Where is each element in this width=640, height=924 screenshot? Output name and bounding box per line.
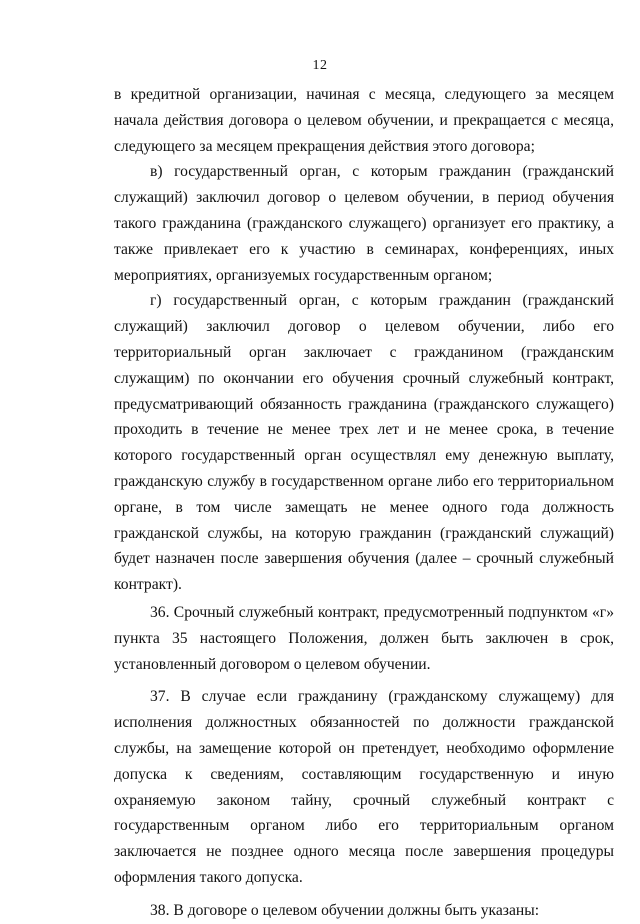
paragraph-subitem-g: г) государственный орган, с которым гражданин (гражданский служащий) заключил договор о целевом обучении, либо его территориальный орган заключает с гражданином (гражданским служащим) по окончании его обучения срочный служебный контракт, предусматривающий обязанность гражданина (гражданского служащего) проходить в течение не менее трех лет и не менее срока, в течение которого государственный орган осуществлял ему денежную выплату, гражданскую службу в государственном органе либо его территориальном органе, в том числе замещать не менее одного года должность гражданской службы, на которую гражданин (гражданский служащий) будет назначен после завершения обучения (далее – срочный служебный контракт).: [114, 292, 614, 594]
paragraph-38: 38. В договоре о целевом обучении должны быть указаны:: [150, 901, 540, 919]
document-body: [114, 82, 614, 924]
paragraph-37: 37. В случае если гражданину (гражданскому служащему) для исполнения должностных обязанностей по должности гражданской службы, на замещение которой он претендует, необходимо оформление допуска к сведениям, составляющим государственную и иную охраняемую законом тайну, срочный служебный контракт с государственным органом либо его территориальным органом заключается не позднее одного месяца после завершения процедуры оформления такого допуска.: [114, 688, 614, 886]
paragraph-36: 36. Срочный служебный контракт, предусмотренный подпунктом «г» пункта 35 настоящего Положения, должен быть заключен в срок, установленный договором о целевом обучении.: [114, 603, 614, 673]
page-number: 12: [312, 58, 328, 73]
paragraph-continuation: в кредитной организации, начиная с месяца, следующего за месяцем начала действия договора о целевом обучении, и прекращается с месяца, следующего за месяцем прекращения действия этого договора;: [114, 86, 614, 155]
paragraph-subitem-v: в) государственный орган, с которым гражданин (гражданский служащий) заключил договор о целевом обучении, в период обучения такого гражданина (гражданского служащего) организует его практику, а также привлекает его к участию в семинарах, конференциях, иных мероприятиях, организуемых государственным органом;: [114, 163, 614, 284]
